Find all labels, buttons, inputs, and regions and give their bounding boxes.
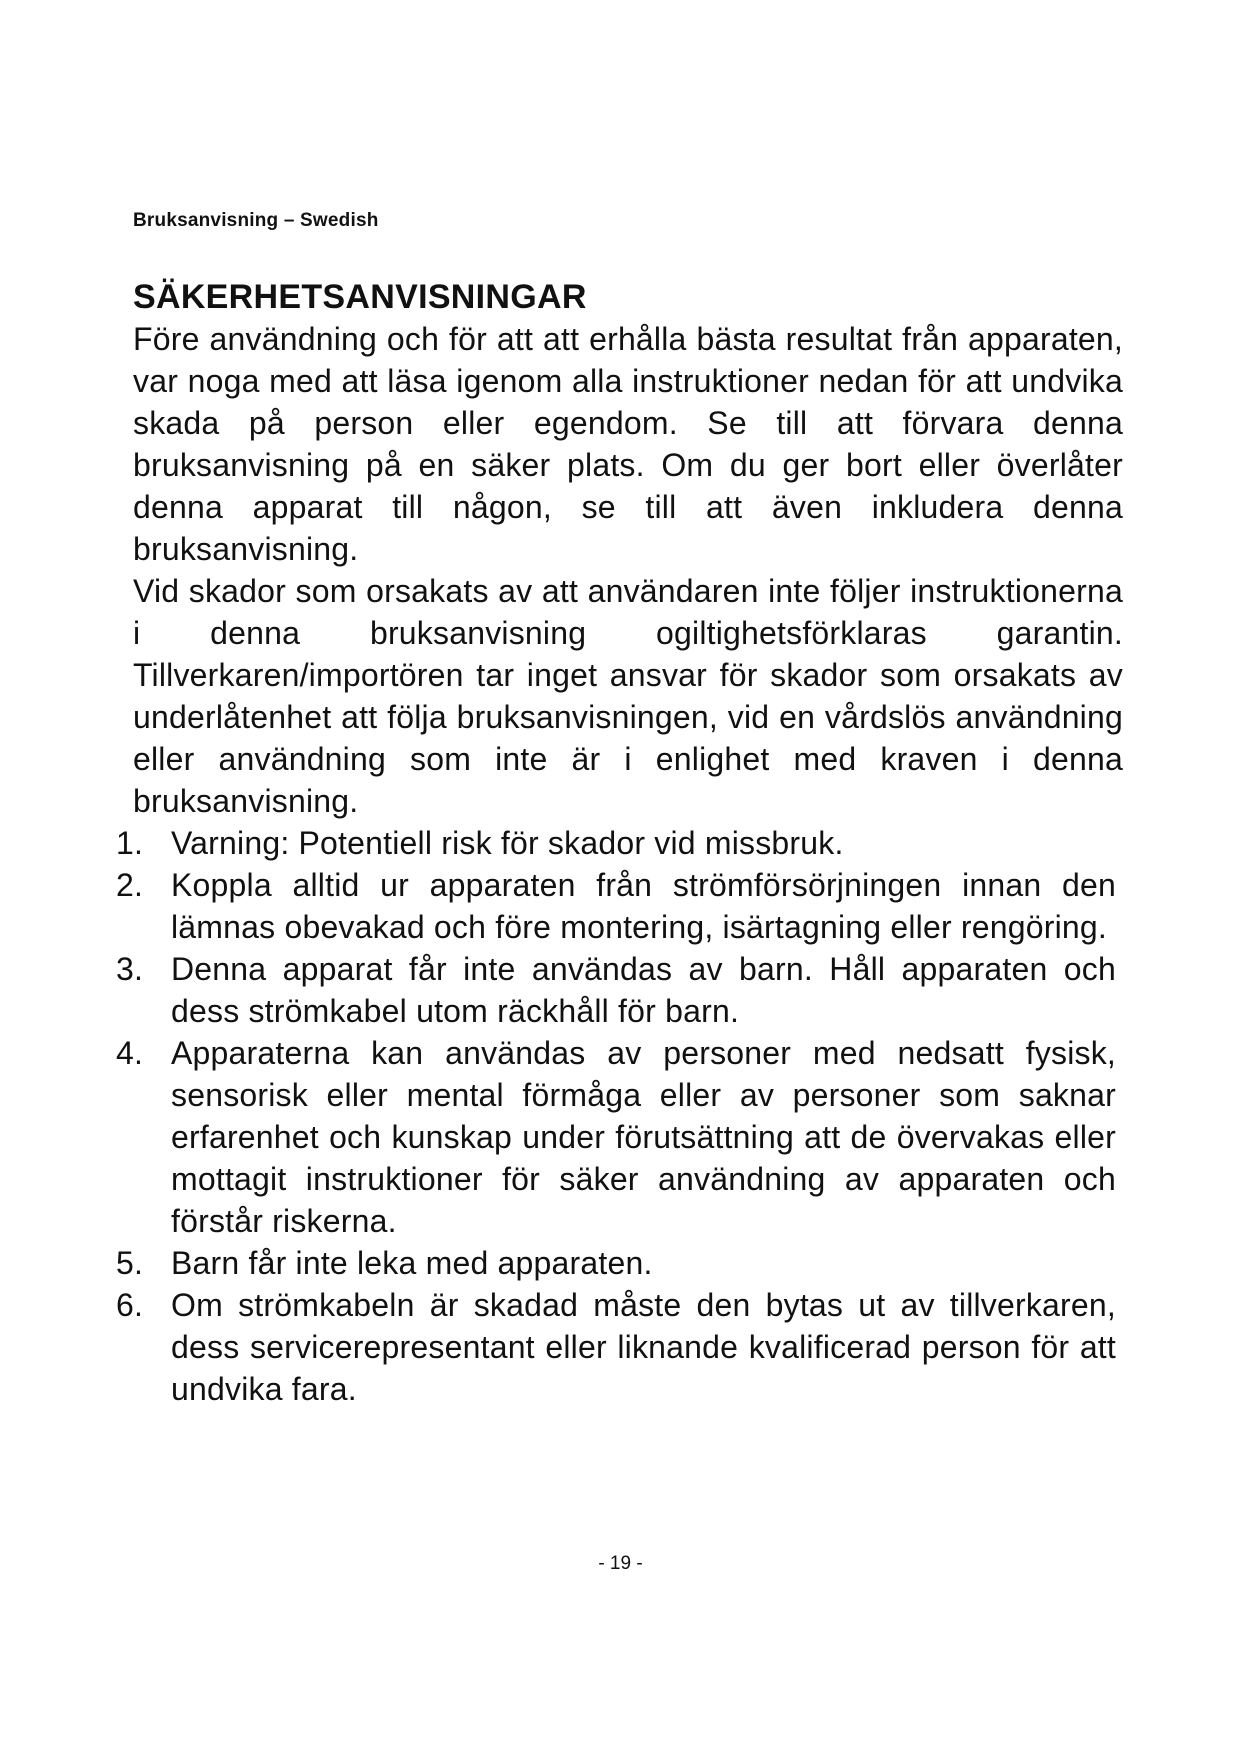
intro-paragraph: Före användning och för att att erhålla bästa resultat från apparaten, var noga med att läsa igenom alla instruktioner nedan för att undvika skada på person eller egendom. Se till att förvara denna bruksanvisning på en säker plats. Om du ger bort eller överlåter denna apparat till någon, se till att även inkludera denna bruksanvisning.: [133, 321, 1123, 567]
rule-text: Denna apparat får inte användas av barn. Håll apparaten och dess strömkabel utom räckhåll för barn.: [171, 951, 1116, 1029]
safety-rule-3: [116, 948, 1116, 1032]
safety-rule-1: [116, 822, 1116, 864]
safety-rule-4: [116, 1032, 1116, 1242]
rule-text: Varning: Potentiell risk för skador vid missbruk.: [171, 825, 844, 861]
warranty-paragraph: Vid skador som orsakats av att användaren inte följer instruktionerna i denna bruksanvisning ogiltighetsförklaras garantin. Tillverkaren/importören tar inget ansvar för skador som orsakats av underlåtenhet att följa bruksanvisningen, vid en vårdslös användning eller användning som inte är i enlighet med kraven i denna bruksanvisning.: [133, 573, 1123, 819]
rule-text: Om strömkabeln är skadad måste den bytas ut av tillverkaren, dess servicerepresentant eller liknande kvalificerad person för att undvika fara.: [171, 1287, 1116, 1407]
safety-rule-5: [116, 1242, 1116, 1284]
rule-text: Apparaterna kan användas av personer med nedsatt fysisk, sensorisk eller mental förmåga eller av personer som saknar erfarenhet och kunskap under förutsättning att de övervakas eller mottagit instruktioner för säker användning av apparaten och förstår riskerna.: [171, 1035, 1116, 1239]
safety-rule-2: [116, 864, 1116, 948]
document-header: Bruksanvisning – Swedish: [133, 210, 379, 231]
rule-text: Koppla alltid ur apparaten från strömförsörjningen innan den lämnas obevakad och före montering, isärtagning eller rengöring.: [171, 867, 1116, 945]
rule-text: Barn får inte leka med apparaten.: [171, 1245, 653, 1281]
safety-rules-list: [116, 822, 1116, 1410]
section-title: SÄKERHETSANVISNINGAR: [133, 278, 587, 316]
rule-number: 4.: [116, 1035, 144, 1071]
page-number: - 19 -: [598, 1553, 643, 1574]
rule-number: 1.: [116, 825, 144, 861]
rule-number: 6.: [116, 1287, 144, 1323]
rule-number: 3.: [116, 951, 144, 987]
safety-section: [116, 276, 1123, 1410]
safety-rule-6: [116, 1284, 1116, 1410]
rule-number: 2.: [116, 867, 144, 903]
rule-number: 5.: [116, 1245, 144, 1281]
